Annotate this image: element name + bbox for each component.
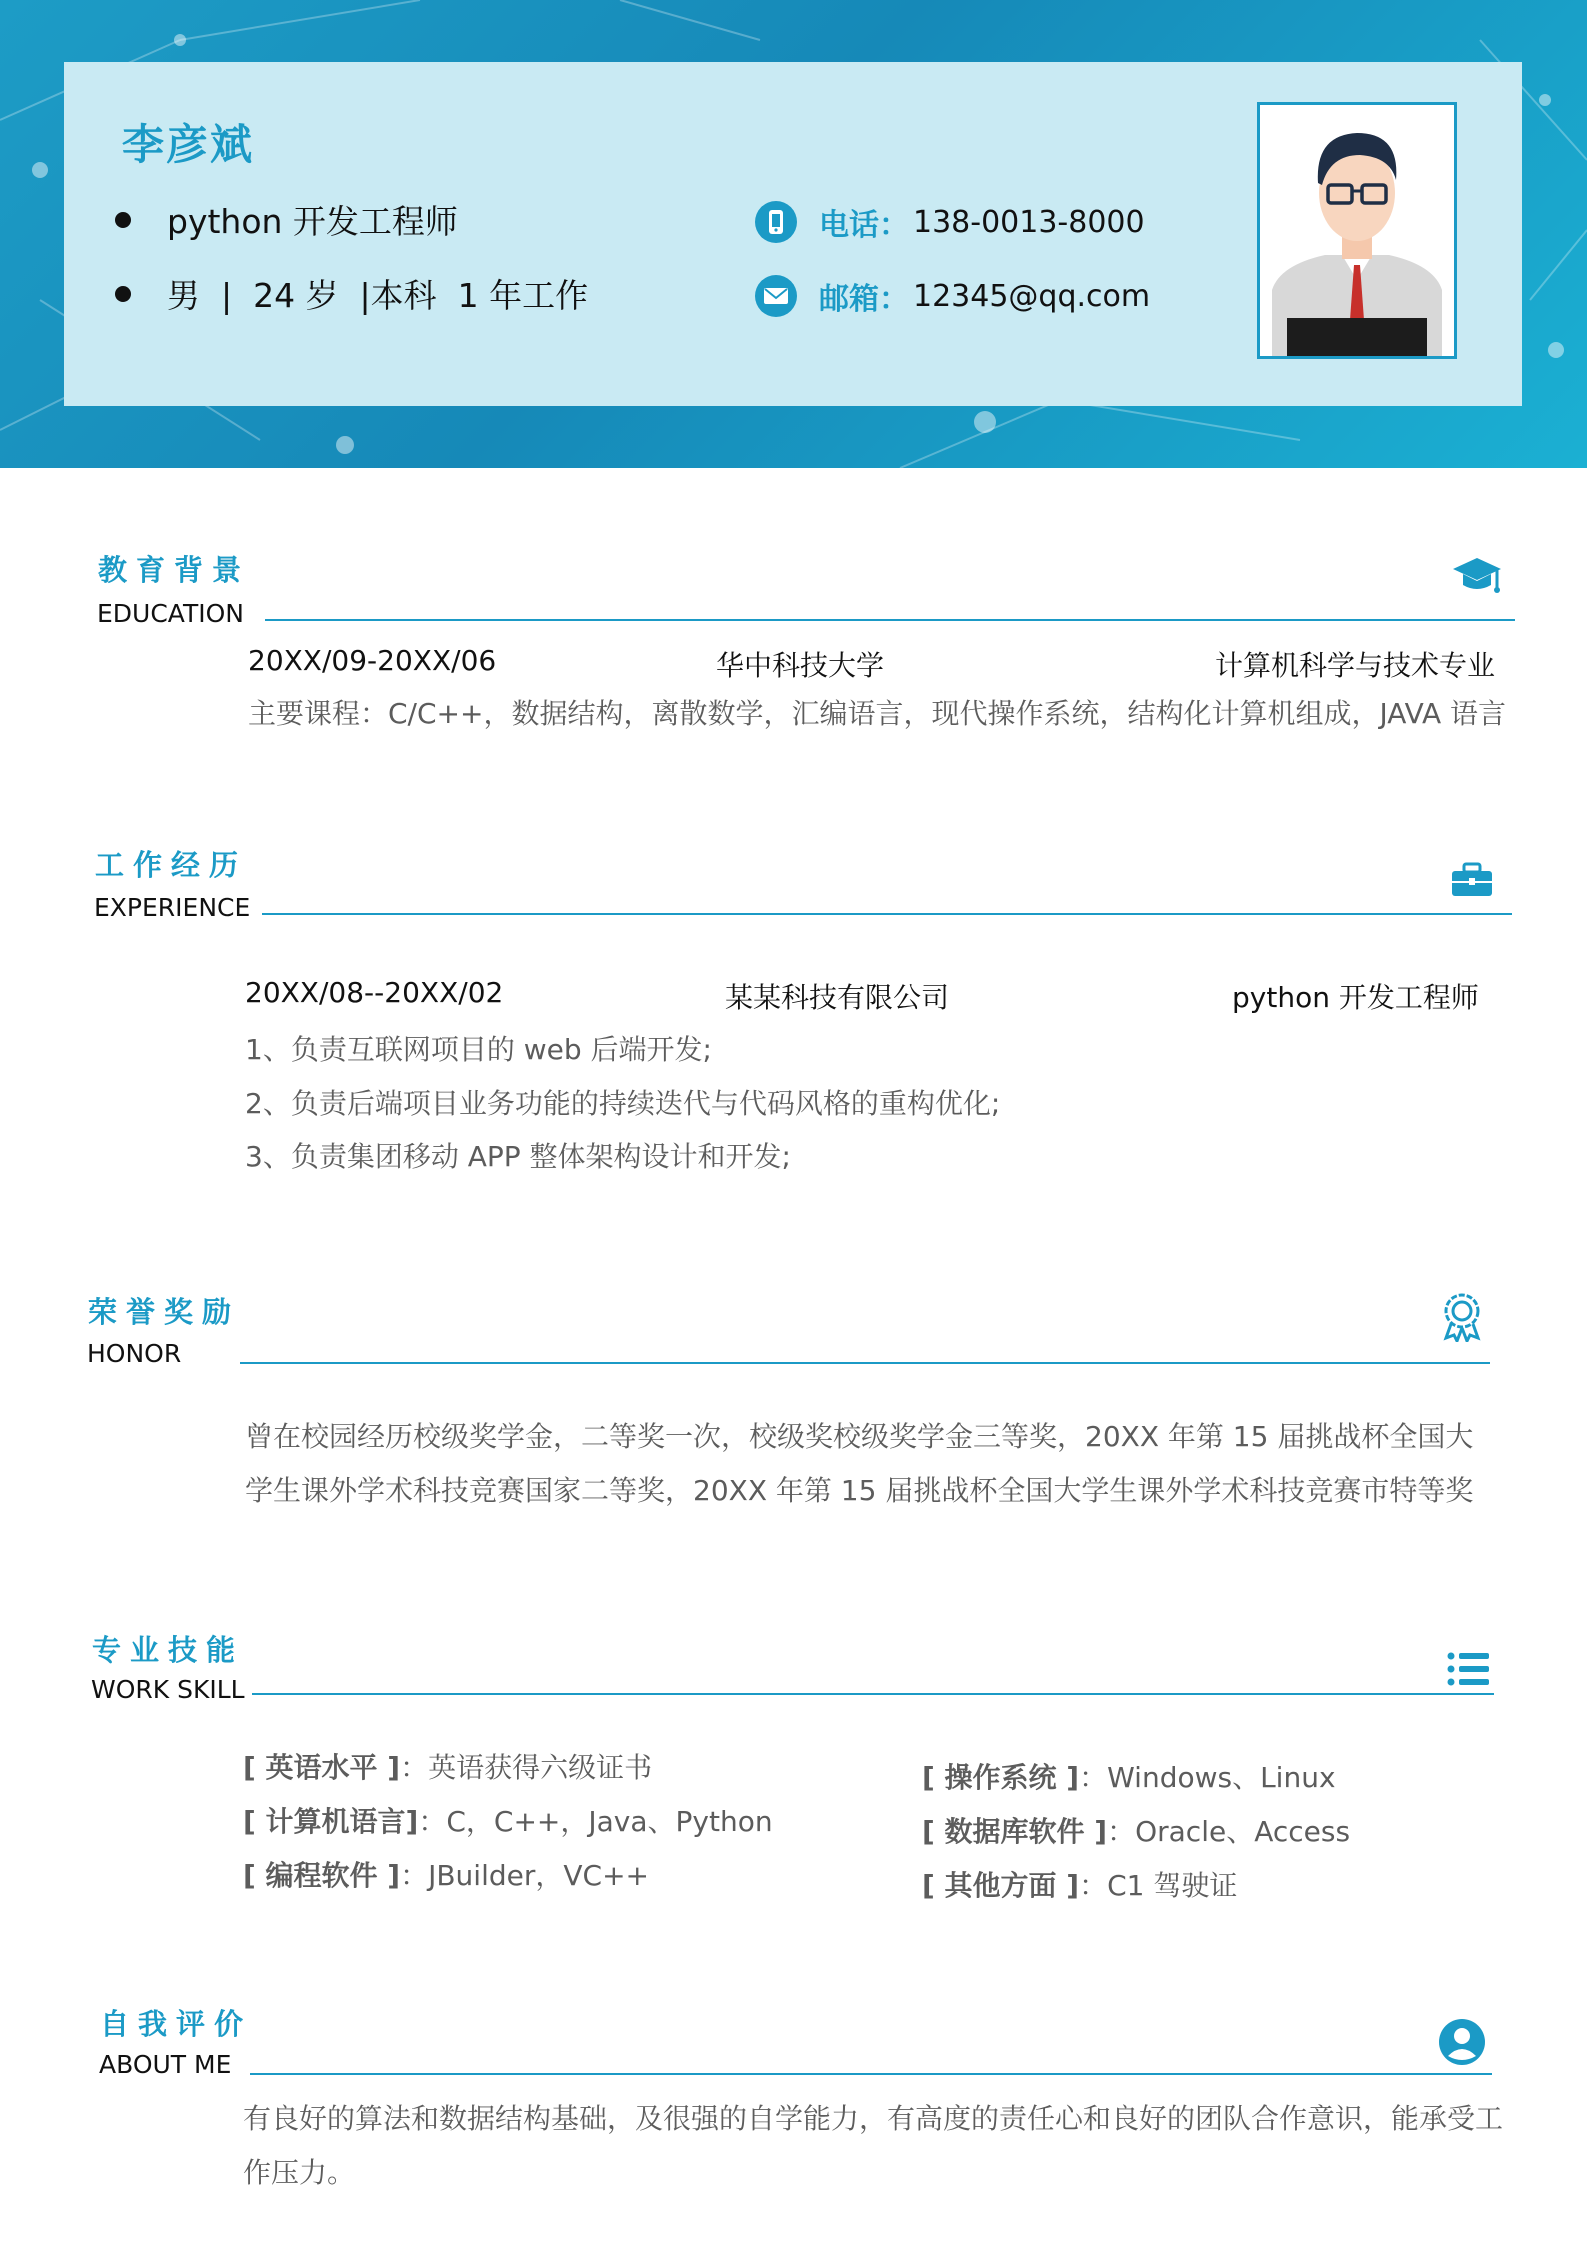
- skill-label: [ 编程软件 ]: [243, 1859, 401, 1892]
- job-title: python 开发工程师: [167, 202, 458, 241]
- bullet-icon: [115, 212, 131, 228]
- skill-item: [922, 1864, 1237, 1904]
- honor-text: 曾在校园经历校级奖学金，二等奖一次，校级奖校级奖学金三等奖，20XX 年第 15 届挑战杯全国大学生课外学术科技竞赛国家二等奖，20XX 年第 15 届挑战杯全国大学生课外学术科技竞赛市特等奖: [245, 1420, 1474, 1507]
- about-divider: [250, 2073, 1492, 2075]
- about-title: 自我评价: [100, 2007, 253, 2041]
- skill-item: [922, 1810, 1350, 1850]
- personal-info: 男 | 24 岁 |本科 1 年工作: [167, 276, 589, 315]
- about-subtitle: ABOUT ME: [99, 2050, 232, 2079]
- skill-value: ：JBuilder，VC++: [400, 1859, 650, 1892]
- honor-divider: [240, 1362, 1490, 1364]
- skill-item: [243, 1800, 773, 1840]
- skills-divider: [252, 1693, 1494, 1695]
- skills-subtitle: WORK SKILL: [91, 1675, 245, 1704]
- email-label: 邮箱：: [819, 282, 909, 317]
- skill-label: [ 计算机语言]: [243, 1805, 419, 1838]
- phone-label: 电话：: [819, 208, 909, 243]
- skill-label: [ 其他方面 ]: [922, 1869, 1080, 1902]
- email-address[interactable]: 12345@qq.com: [913, 278, 1151, 314]
- email-row: [755, 274, 1150, 318]
- phone-icon: [755, 201, 797, 243]
- skill-value: ：C，C++，Java、Python: [418, 1805, 773, 1838]
- education-courses: 主要课程：C/C++，数据结构，离散数学，汇编语言，现代操作系统，结构化计算机组成，JAVA 语言: [248, 697, 1507, 730]
- experience-divider: [262, 913, 1512, 915]
- education-school: 华中科技大学: [716, 649, 885, 682]
- avatar: [1257, 102, 1457, 359]
- education-divider: [265, 619, 1515, 621]
- mail-icon: [755, 275, 797, 317]
- candidate-name: 李彦斌: [122, 120, 255, 169]
- skill-item: [922, 1756, 1336, 1796]
- phone-number[interactable]: 138-0013-8000: [913, 204, 1145, 240]
- skill-label: [ 数据库软件 ]: [922, 1815, 1108, 1848]
- skill-value: ：英语获得六级证书: [400, 1751, 653, 1784]
- skill-value: ：Oracle、Access: [1107, 1815, 1351, 1848]
- graduation-cap-icon: [1452, 556, 1502, 600]
- phone-row: [755, 200, 1145, 244]
- experience-company: 某某科技有限公司: [725, 981, 950, 1014]
- skill-item: [243, 1746, 652, 1786]
- honor-title: 荣誉奖励: [88, 1295, 241, 1329]
- award-icon: [1438, 1290, 1486, 1346]
- experience-period: 20XX/08--20XX/02: [245, 976, 504, 1009]
- education-title: 教育背景: [98, 553, 251, 587]
- skill-item: [243, 1854, 649, 1894]
- experience-title: 工作经历: [95, 848, 248, 882]
- skill-label: [ 英语水平 ]: [243, 1751, 401, 1784]
- user-icon: [1438, 2018, 1486, 2070]
- education-major: 计算机科学与技术专业: [1215, 649, 1496, 682]
- about-text: 有良好的算法和数据结构基础，及很强的自学能力，有高度的责任心和良好的团队合作意识，能承受工作压力。: [243, 2102, 1504, 2189]
- job-title-line: [115, 196, 458, 243]
- skill-value: ：C1 驾驶证: [1079, 1869, 1238, 1902]
- skills-title: 专业技能: [92, 1633, 245, 1667]
- skill-value: ：Windows、Linux: [1079, 1761, 1336, 1794]
- personal-info-line: [115, 270, 588, 317]
- education-subtitle: EDUCATION: [97, 599, 244, 628]
- education-period: 20XX/09-20XX/06: [248, 644, 497, 677]
- skill-label: [ 操作系统 ]: [922, 1761, 1080, 1794]
- list-icon: [1447, 1652, 1491, 1690]
- experience-duty: 3、负责集团移动 APP 整体架构设计和开发;: [245, 1140, 791, 1173]
- bullet-icon: [115, 286, 131, 302]
- honor-subtitle: HONOR: [87, 1339, 182, 1368]
- experience-subtitle: EXPERIENCE: [94, 893, 251, 922]
- briefcase-icon: [1450, 862, 1494, 902]
- experience-duty: 2、负责后端项目业务功能的持续迭代与代码风格的重构优化;: [245, 1087, 1001, 1120]
- experience-position: python 开发工程师: [1232, 981, 1479, 1014]
- experience-duty: 1、负责互联网项目的 web 后端开发;: [245, 1033, 712, 1066]
